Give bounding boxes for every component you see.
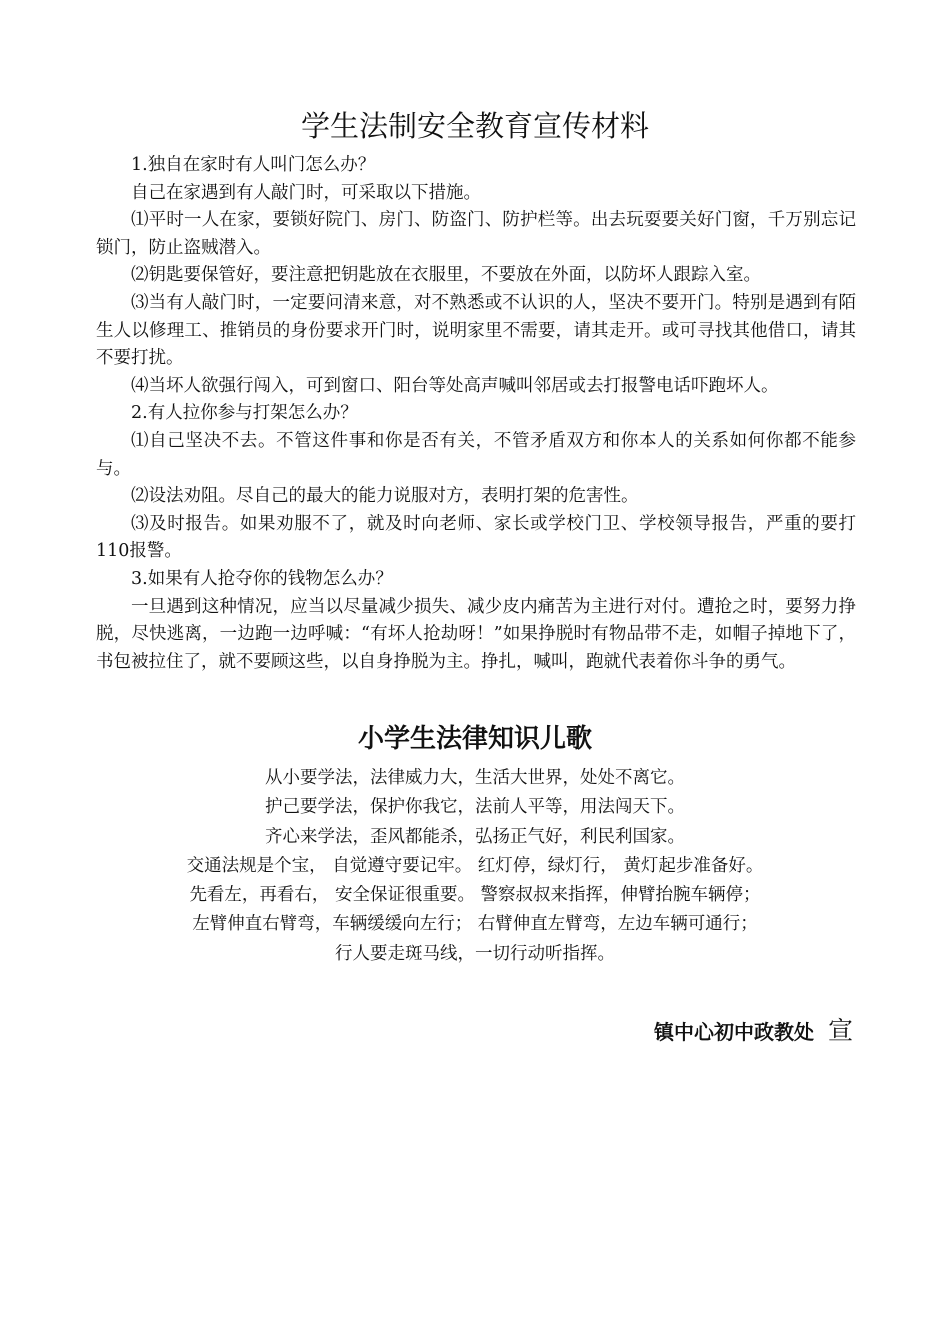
song-line: 先看左，再看右， 安全保证很重要。 警察叔叔来指挥，伸臂抬腕车辆停； (189, 885, 761, 906)
paragraph: 自己在家遇到有人敲门时，可采取以下措施。 (131, 182, 481, 203)
signature-text: 镇中心初中政教处 (653, 1020, 814, 1044)
signature-suffix: 宣 (827, 1016, 853, 1045)
question-heading-1: 1.独自在家时有人叫门怎么办？ (131, 155, 376, 175)
paragraph: ⑵钥匙要保管好，要注意把钥匙放在衣服里，不要放在外面，以防坏人跟踪入室。 (131, 265, 761, 286)
question-heading-3: 3.如果有人抢夺你的钱物怎么办？ (131, 568, 393, 589)
paragraph: 一旦遇到这种情况，应当以尽量减少损失、减少皮内痛苦为主进行对付。遭抢之时，要努力挣脱，尽快逃离，一边跑一边呼喊：“有坏人抢劫呀！”如果挣脱时有物品带不走，如帽子掉地下了，书包被拉住了，就不要顾这些，以自身挣脱为主。挣扎，喊叫，跑就代表着你斗争的勇气。 (96, 596, 856, 672)
song-line: 护己要学法，保护你我它，法前人平等，用法闯天下。 (265, 797, 685, 818)
signature (654, 1014, 853, 1049)
song-line: 左臂伸直右臂弯，车辆缓缓向左行； 右臂伸直左臂弯，左边车辆可通行； (192, 914, 758, 935)
paragraph: ⑴平时一人在家，要锁好院门、房门、防盗门、防护栏等。出去玩耍要关好门窗，千万别忘记锁门，防止盗贼潜入。 (96, 210, 856, 258)
song-lines (80, 764, 870, 969)
document-body (96, 152, 856, 676)
song-title: 小学生法律知识儿歌 (357, 724, 592, 754)
song-line: 齐心来学法，歪风都能杀，弘扬正气好，利民利国家。 (265, 826, 685, 847)
document-title: 学生法制安全教育宣传材料 (300, 109, 649, 143)
question-heading-2: 2.有人拉你参与打架怎么办？ (131, 403, 358, 424)
paragraph: ⑶当有人敲门时，一定要问清来意，对不熟悉或不认识的人，坚决不要开门。特别是遇到有陌生人以修理工、推销员的身份要求开门时，说明家里不需要，请其走开。或可寻找其他借口，请其不要打扰。 (96, 292, 856, 369)
paragraph: ⑶及时报告。如果劝服不了，就及时向老师、家长或学校门卫、学校领导报告，严重的要打110报警。 (96, 513, 856, 562)
song-line: 从小要学法，法律威力大，生活大世界，处处不离它。 (265, 768, 685, 788)
song-line: 交通法规是个宝， 自觉遵守要记牢。 红灯停，绿灯行， 黄灯起步准备好。 (186, 855, 764, 876)
song-line: 行人要走斑马线，一切行动听指挥。 (335, 943, 615, 964)
paragraph: ⑷当坏人欲强行闯入，可到窗口、阳台等处高声喊叫邻居或去打报警电话吓跑坏人。 (131, 375, 779, 396)
paragraph: ⑴自己坚决不去。不管这件事和你是否有关，不管矛盾双方和你本人的关系如何你都不能参与。 (96, 430, 856, 479)
paragraph: ⑵设法劝阻。尽自己的最大的能力说服对方，表明打架的危害性。 (131, 486, 639, 507)
